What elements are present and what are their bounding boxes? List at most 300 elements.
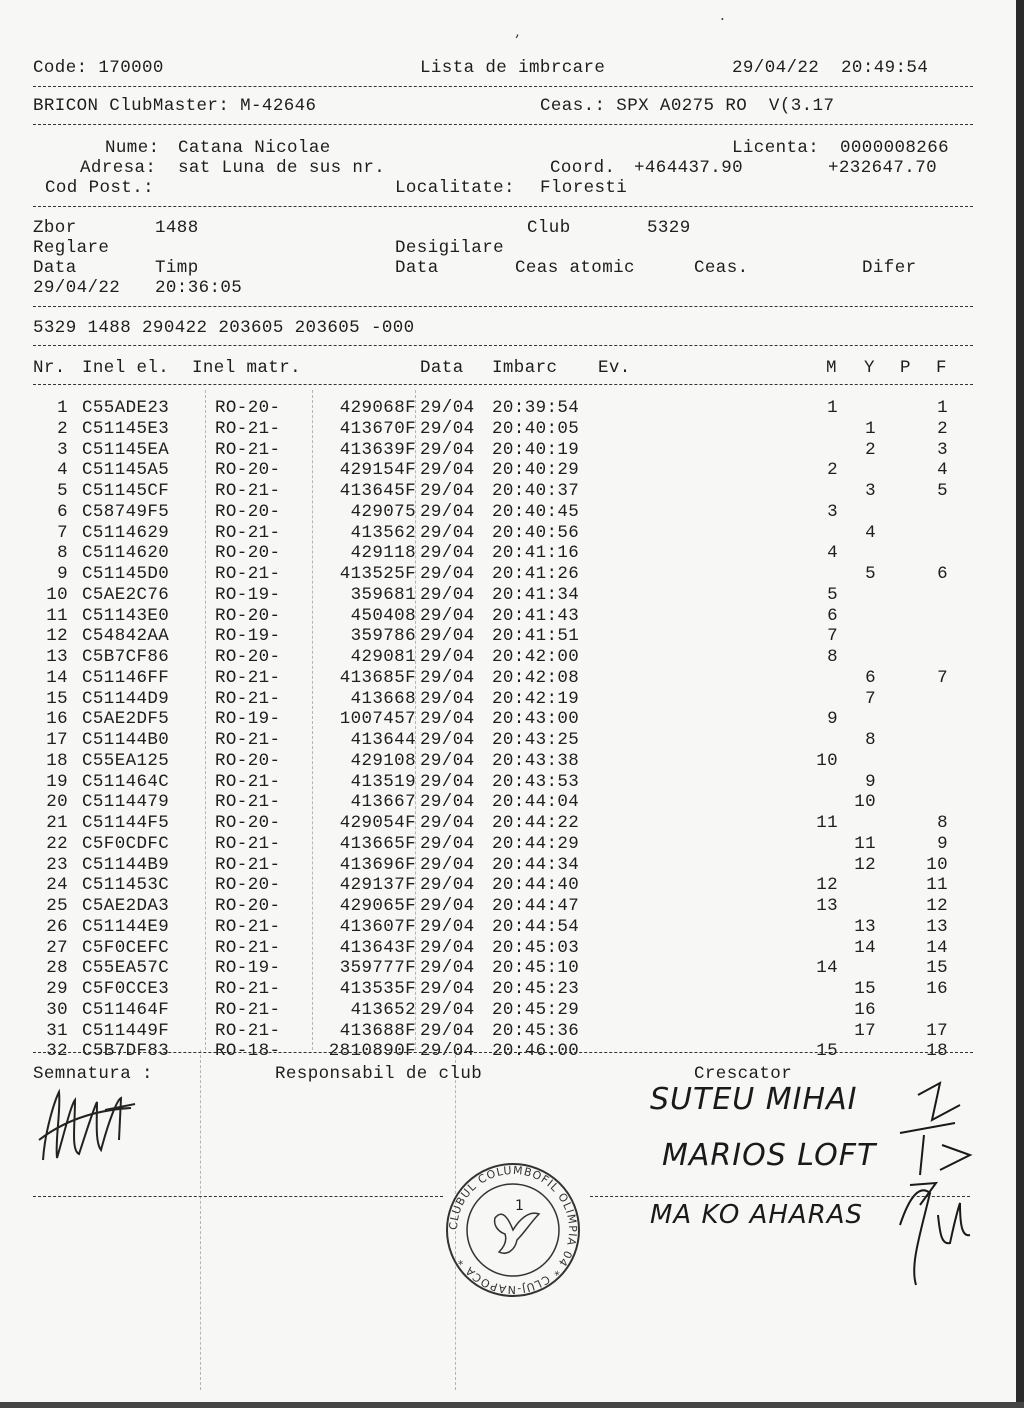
row-date: 29/04 [420, 979, 475, 999]
licence-label: Licenta: [732, 138, 820, 158]
row-date: 29/04 [420, 501, 475, 522]
row-ring-prefix: RO-21- [215, 481, 281, 501]
row-inel-matr: 359681 [350, 584, 416, 605]
row-m: 6 [827, 605, 838, 626]
row-f: 6 [937, 564, 948, 584]
row-nr: 24 [46, 875, 68, 896]
reglare-label: Reglare [33, 238, 110, 258]
row-y: 15 [854, 979, 876, 999]
row-ring-prefix: RO-21- [215, 999, 281, 1020]
col-inel-matr: Inel matr. [192, 358, 302, 378]
signature-label: Semnatura : [33, 1064, 153, 1084]
row-inel-el: C5114620 [82, 543, 170, 564]
row-ring-prefix: RO-20- [215, 501, 281, 522]
row-f: 12 [926, 896, 948, 916]
row-y: 8 [865, 730, 876, 750]
row-time: 20:44:22 [492, 813, 580, 833]
row-inel-matr: 413643F [339, 937, 416, 958]
handwritten-name-1: SUTEU MIHAI [650, 1082, 858, 1117]
row-time: 20:44:54 [492, 916, 580, 937]
divider [33, 124, 973, 125]
row-ring-prefix: RO-21- [215, 439, 281, 460]
row-ring-prefix: RO-21- [215, 833, 281, 854]
row-inel-matr: 429075 [350, 501, 416, 522]
divider [33, 206, 973, 207]
row-m: 12 [816, 875, 838, 896]
row-inel-el: C51144F5 [82, 813, 170, 833]
row-inel-matr: 413639F [339, 439, 416, 460]
row-ring-prefix: RO-20- [215, 813, 281, 833]
row-inel-el: C51145CF [82, 481, 170, 501]
row-m: 8 [827, 647, 838, 667]
coord-label: Coord. [550, 158, 616, 178]
row-y: 9 [865, 771, 876, 792]
row-f: 10 [926, 854, 948, 875]
coord-lat: +464437.90 [634, 158, 744, 178]
row-inel-el: C55EA125 [82, 750, 170, 771]
row-m: 2 [827, 460, 838, 481]
row-m: 14 [816, 958, 838, 979]
row-inel-matr: 413562 [350, 522, 416, 543]
row-ring-prefix: RO-20- [215, 605, 281, 626]
time-label: Timp [155, 258, 199, 278]
row-m: 10 [816, 750, 838, 771]
svg-text:1: 1 [515, 1198, 524, 1214]
row-time: 20:43:25 [492, 730, 580, 750]
row-y: 11 [854, 833, 876, 854]
row-date: 29/04 [420, 543, 475, 564]
row-ring-prefix: RO-18- [215, 1041, 281, 1062]
row-time: 20:44:47 [492, 896, 580, 916]
row-ring-prefix: RO-21- [215, 792, 281, 813]
row-inel-el: C51144E9 [82, 916, 170, 937]
row-date: 29/04 [420, 605, 475, 626]
row-ring-prefix: RO-20- [215, 875, 281, 896]
row-ring-prefix: RO-21- [215, 730, 281, 750]
row-inel-el: C55ADE23 [82, 398, 170, 418]
row-inel-matr: 413645F [339, 481, 416, 501]
row-nr: 5 [57, 481, 68, 501]
atomic-clock-label: Ceas atomic [515, 258, 635, 278]
row-ring-prefix: RO-21- [215, 771, 281, 792]
row-inel-matr: 413525F [339, 564, 416, 584]
row-nr: 10 [46, 584, 68, 605]
row-inel-el: C5B7CF86 [82, 647, 170, 667]
row-date: 29/04 [420, 999, 475, 1020]
row-ring-prefix: RO-21- [215, 688, 281, 709]
row-inel-el: C511449F [82, 1020, 170, 1041]
divider [33, 384, 973, 385]
flight-label: Zbor [33, 218, 77, 238]
row-nr: 26 [46, 916, 68, 937]
row-date: 29/04 [420, 771, 475, 792]
row-time: 20:42:19 [492, 688, 580, 709]
row-inel-el: C51145A5 [82, 460, 170, 481]
row-f: 5 [937, 481, 948, 501]
row-inel-matr: 429118 [350, 543, 416, 564]
row-nr: 14 [46, 667, 68, 688]
row-y: 1 [865, 418, 876, 439]
row-nr: 15 [46, 688, 68, 709]
row-nr: 9 [57, 564, 68, 584]
row-ring-prefix: RO-19- [215, 584, 281, 605]
divider [33, 1052, 973, 1053]
scan-edge-bottom [0, 1402, 1024, 1408]
signature-marks-right [880, 1075, 990, 1305]
row-ring-prefix: RO-21- [215, 667, 281, 688]
row-time: 20:45:10 [492, 958, 580, 979]
club-label: Club [527, 218, 571, 238]
row-inel-matr: 413670F [339, 418, 416, 439]
row-nr: 28 [46, 958, 68, 979]
row-nr: 32 [46, 1041, 68, 1062]
row-time: 20:41:16 [492, 543, 580, 564]
row-y: 13 [854, 916, 876, 937]
row-ring-prefix: RO-21- [215, 522, 281, 543]
row-inel-matr: 429068F [339, 398, 416, 418]
row-ring-prefix: RO-21- [215, 937, 281, 958]
row-y: 7 [865, 688, 876, 709]
row-time: 20:41:51 [492, 626, 580, 647]
row-nr: 2 [57, 418, 68, 439]
row-date: 29/04 [420, 916, 475, 937]
row-date: 29/04 [420, 833, 475, 854]
scan-mark: , [515, 22, 520, 40]
row-ring-prefix: RO-21- [215, 979, 281, 999]
coord-lon: +232647.70 [828, 158, 938, 178]
row-date: 29/04 [420, 439, 475, 460]
col-m: M [826, 358, 837, 378]
row-nr: 7 [57, 522, 68, 543]
row-inel-matr: 429108 [350, 750, 416, 771]
print-datetime: 29/04/22 20:49:54 [732, 58, 929, 78]
row-time: 20:40:19 [492, 439, 580, 460]
row-time: 20:42:08 [492, 667, 580, 688]
row-inel-matr: 413644 [350, 730, 416, 750]
code-label: Code: 170000 [33, 58, 164, 78]
row-f: 14 [926, 937, 948, 958]
row-inel-el: C51144B9 [82, 854, 170, 875]
row-nr: 3 [57, 439, 68, 460]
row-nr: 29 [46, 979, 68, 999]
row-date: 29/04 [420, 688, 475, 709]
row-f: 7 [937, 667, 948, 688]
row-date: 29/04 [420, 937, 475, 958]
row-date: 29/04 [420, 958, 475, 979]
row-nr: 31 [46, 1020, 68, 1041]
scan-mark: . [720, 6, 725, 24]
clock-label: Ceas. [694, 258, 749, 278]
row-f: 18 [926, 1041, 948, 1062]
row-ring-prefix: RO-21- [215, 916, 281, 937]
col-data: Data [420, 358, 464, 378]
row-time: 20:43:38 [492, 750, 580, 771]
row-date: 29/04 [420, 667, 475, 688]
signature-scribble [35, 1080, 145, 1170]
row-ring-prefix: RO-19- [215, 709, 281, 730]
row-inel-matr: 413519 [350, 771, 416, 792]
row-y: 12 [854, 854, 876, 875]
row-nr: 1 [57, 398, 68, 418]
row-inel-el: C51144B0 [82, 730, 170, 750]
row-inel-matr: 413665F [339, 833, 416, 854]
row-date: 29/04 [420, 750, 475, 771]
row-inel-matr: 450408 [350, 605, 416, 626]
row-nr: 22 [46, 833, 68, 854]
club-responsible-label: Responsabil de club [275, 1064, 483, 1084]
row-date: 29/04 [420, 854, 475, 875]
row-y: 6 [865, 667, 876, 688]
date-label: Data [33, 258, 77, 278]
row-inel-matr: 429081 [350, 647, 416, 667]
document-title: Lista de imbrcare [420, 58, 606, 78]
row-m: 7 [827, 626, 838, 647]
reglare-date: 29/04/22 [33, 278, 121, 298]
row-date: 29/04 [420, 647, 475, 667]
row-nr: 23 [46, 854, 68, 875]
row-nr: 17 [46, 730, 68, 750]
row-ring-prefix: RO-20- [215, 896, 281, 916]
row-f: 3 [937, 439, 948, 460]
address-label: Adresa: [80, 158, 157, 178]
owner-name: Catana Nicolae [178, 138, 331, 158]
row-inel-el: C51146FF [82, 667, 170, 688]
row-time: 20:43:00 [492, 709, 580, 730]
row-inel-el: C511453C [82, 875, 170, 896]
row-inel-matr: 429065F [339, 896, 416, 916]
row-y: 4 [865, 522, 876, 543]
row-nr: 12 [46, 626, 68, 647]
row-date: 29/04 [420, 522, 475, 543]
divider [33, 345, 973, 346]
row-m: 5 [827, 584, 838, 605]
system-id: BRICON ClubMaster: M-42646 [33, 96, 317, 116]
row-inel-matr: 413535F [339, 979, 416, 999]
row-f: 1 [937, 398, 948, 418]
row-date: 29/04 [420, 1041, 475, 1062]
owner-address: sat Luna de sus nr. [178, 158, 386, 178]
row-ring-prefix: RO-20- [215, 750, 281, 771]
row-nr: 25 [46, 896, 68, 916]
divider [590, 1196, 970, 1197]
row-nr: 6 [57, 501, 68, 522]
clock-id: Ceas.: SPX A0275 RO V(3.17 [540, 96, 835, 116]
row-inel-matr: 429137F [339, 875, 416, 896]
locality-label: Localitate: [395, 178, 515, 198]
row-time: 20:46:00 [492, 1041, 580, 1062]
row-date: 29/04 [420, 813, 475, 833]
divider [33, 1196, 443, 1197]
row-inel-matr: 359777F [339, 958, 416, 979]
row-ring-prefix: RO-20- [215, 647, 281, 667]
row-date: 29/04 [420, 1020, 475, 1041]
row-ring-prefix: RO-21- [215, 1020, 281, 1041]
row-date: 29/04 [420, 564, 475, 584]
postal-code-label: Cod Post.: [45, 178, 155, 198]
row-time: 20:40:56 [492, 522, 580, 543]
row-inel-matr: 413685F [339, 667, 416, 688]
row-inel-el: C51143E0 [82, 605, 170, 626]
col-imbarc: Imbarc [492, 358, 558, 378]
row-inel-matr: 413688F [339, 1020, 416, 1041]
row-m: 13 [816, 896, 838, 916]
row-m: 3 [827, 501, 838, 522]
col-nr: Nr. [33, 358, 66, 378]
row-date: 29/04 [420, 792, 475, 813]
row-ring-prefix: RO-19- [215, 958, 281, 979]
row-time: 20:45:23 [492, 979, 580, 999]
handwritten-name-3: MA KO AHARAS [650, 1200, 864, 1230]
col-f: F [936, 358, 947, 378]
row-inel-el: C51144D9 [82, 688, 170, 709]
row-f: 9 [937, 833, 948, 854]
desigilare-label: Desigilare [395, 238, 505, 258]
row-m: 1 [827, 398, 838, 418]
column-guide [200, 1050, 201, 1390]
row-nr: 27 [46, 937, 68, 958]
row-time: 20:40:45 [492, 501, 580, 522]
row-time: 20:45:36 [492, 1020, 580, 1041]
row-time: 20:40:05 [492, 418, 580, 439]
flight-summary: 5329 1488 290422 203605 203605 -000 [33, 318, 415, 338]
row-date: 29/04 [420, 626, 475, 647]
row-time: 20:41:43 [492, 605, 580, 626]
row-time: 20:41:26 [492, 564, 580, 584]
row-ring-prefix: RO-20- [215, 460, 281, 481]
row-date: 29/04 [420, 481, 475, 501]
row-date: 29/04 [420, 896, 475, 916]
row-nr: 20 [46, 792, 68, 813]
row-inel-el: C5AE2DF5 [82, 709, 170, 730]
divider [33, 86, 973, 87]
row-time: 20:40:29 [492, 460, 580, 481]
row-inel-matr: 413652 [350, 999, 416, 1020]
handwritten-name-2: MARIOS LOFT [662, 1138, 877, 1173]
row-inel-el: C54842AA [82, 626, 170, 647]
row-time: 20:44:34 [492, 854, 580, 875]
row-ring-prefix: RO-20- [215, 543, 281, 564]
row-f: 17 [926, 1020, 948, 1041]
col-y: Y [864, 358, 875, 378]
row-m: 15 [816, 1041, 838, 1062]
row-ring-prefix: RO-19- [215, 626, 281, 647]
row-f: 15 [926, 958, 948, 979]
row-time: 20:41:34 [492, 584, 580, 605]
row-ring-prefix: RO-21- [215, 418, 281, 439]
row-m: 9 [827, 709, 838, 730]
row-inel-el: C511464C [82, 771, 170, 792]
row-f: 8 [937, 813, 948, 833]
row-m: 4 [827, 543, 838, 564]
scan-edge [1016, 0, 1024, 1408]
col-inel-el: Inel el. [82, 358, 170, 378]
row-nr: 30 [46, 999, 68, 1020]
row-f: 11 [926, 875, 948, 896]
row-inel-matr: 429154F [339, 460, 416, 481]
row-inel-el: C5114479 [82, 792, 170, 813]
row-m: 11 [816, 813, 838, 833]
row-inel-el: C58749F5 [82, 501, 170, 522]
column-guide [205, 390, 206, 1050]
row-inel-el: C511464F [82, 999, 170, 1020]
row-f: 16 [926, 979, 948, 999]
flight-number: 1488 [155, 218, 199, 238]
row-inel-el: C51145EA [82, 439, 170, 460]
col-ev: Ev. [598, 358, 631, 378]
locality: Floresti [540, 178, 628, 198]
row-y: 5 [865, 564, 876, 584]
row-time: 20:44:29 [492, 833, 580, 854]
row-y: 14 [854, 937, 876, 958]
row-time: 20:40:37 [492, 481, 580, 501]
row-ring-prefix: RO-21- [215, 564, 281, 584]
row-inel-el: C5114629 [82, 522, 170, 543]
row-time: 20:43:53 [492, 771, 580, 792]
difference-label: Difer [862, 258, 917, 278]
row-ring-prefix: RO-20- [215, 398, 281, 418]
row-inel-el: C5B7DF83 [82, 1041, 170, 1062]
row-inel-matr: 1007457 [339, 709, 416, 730]
name-label: Nume: [105, 138, 160, 158]
row-time: 20:44:40 [492, 875, 580, 896]
row-time: 20:45:03 [492, 937, 580, 958]
row-f: 13 [926, 916, 948, 937]
row-inel-matr: 413667 [350, 792, 416, 813]
row-nr: 21 [46, 813, 68, 833]
row-nr: 13 [46, 647, 68, 667]
row-time: 20:42:00 [492, 647, 580, 667]
row-time: 20:39:54 [492, 398, 580, 418]
row-inel-matr: 2810890F [328, 1041, 416, 1062]
row-inel-matr: 413668 [350, 688, 416, 709]
row-ring-prefix: RO-21- [215, 854, 281, 875]
divider [33, 306, 973, 307]
row-date: 29/04 [420, 398, 475, 418]
licence-number: 0000008266 [840, 138, 950, 158]
reglare-time: 20:36:05 [155, 278, 243, 298]
row-date: 29/04 [420, 709, 475, 730]
row-date: 29/04 [420, 460, 475, 481]
date-label-2: Data [395, 258, 439, 278]
row-nr: 16 [46, 709, 68, 730]
row-f: 4 [937, 460, 948, 481]
row-nr: 8 [57, 543, 68, 564]
row-nr: 11 [46, 605, 68, 626]
row-time: 20:44:04 [492, 792, 580, 813]
row-inel-el: C51145E3 [82, 418, 170, 439]
row-time: 20:45:29 [492, 999, 580, 1020]
row-inel-matr: 413607F [339, 916, 416, 937]
row-date: 29/04 [420, 418, 475, 439]
row-inel-el: C5F0CEFC [82, 937, 170, 958]
club-number: 5329 [647, 218, 691, 238]
row-nr: 18 [46, 750, 68, 771]
row-f: 2 [937, 418, 948, 439]
row-y: 10 [854, 792, 876, 813]
row-y: 2 [865, 439, 876, 460]
row-inel-el: C55EA57C [82, 958, 170, 979]
row-inel-el: C5F0CCE3 [82, 979, 170, 999]
col-p: P [900, 358, 911, 378]
row-inel-el: C5AE2DA3 [82, 896, 170, 916]
row-inel-matr: 429054F [339, 813, 416, 833]
row-inel-matr: 359786 [350, 626, 416, 647]
row-date: 29/04 [420, 875, 475, 896]
row-date: 29/04 [420, 584, 475, 605]
row-y: 17 [854, 1020, 876, 1041]
row-nr: 19 [46, 771, 68, 792]
row-nr: 4 [57, 460, 68, 481]
